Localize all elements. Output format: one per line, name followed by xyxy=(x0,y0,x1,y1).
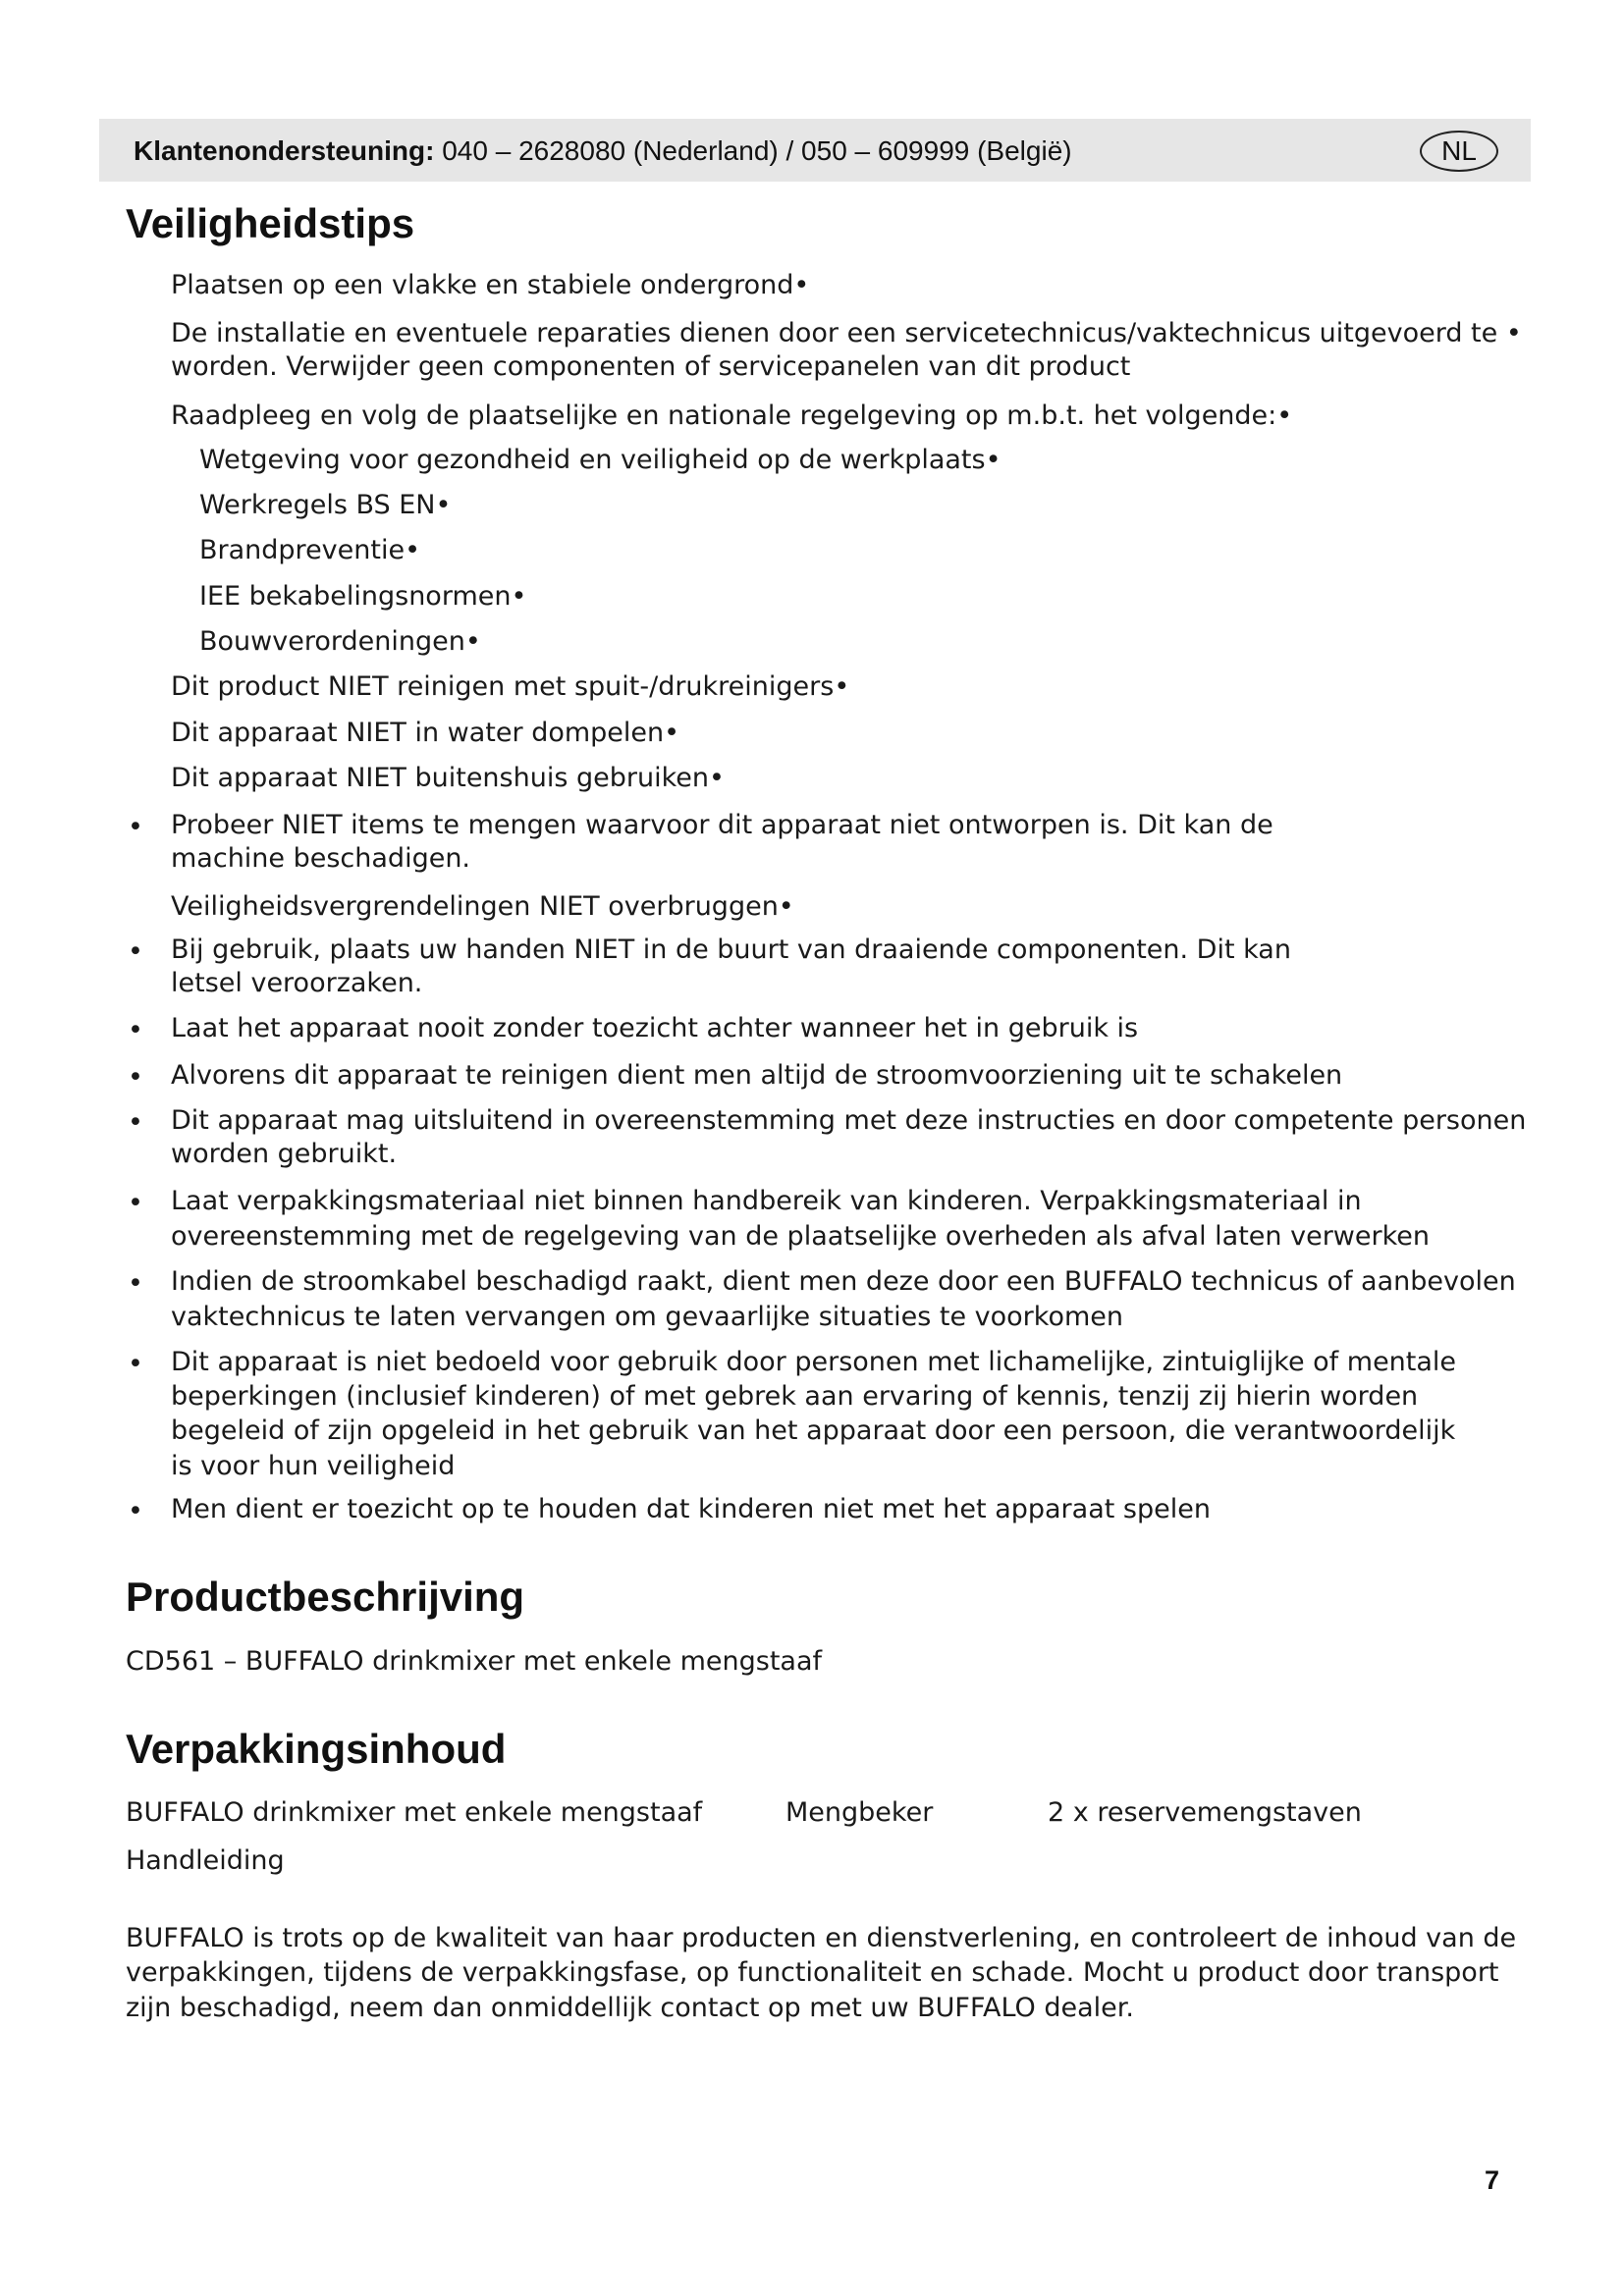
safety-line: Dit product NIET reinigen met spuit-/drukreinigers• xyxy=(171,671,850,702)
package-item: Handleiding xyxy=(126,1845,285,1876)
bullet-dot: • xyxy=(128,812,143,842)
safety-bullet-line: worden gebruikt. xyxy=(171,1139,398,1169)
safety-bullet-line: Alvorens dit apparaat te reinigen dient men altijd de stroomvoorziening uit te schakelen xyxy=(171,1060,1343,1091)
safety-bullet-line: Dit apparaat is niet bedoeld voor gebruik door personen met lichamelijke, zintuiglijke of mentale xyxy=(171,1347,1457,1377)
bullet-dot: • xyxy=(128,1015,143,1045)
safety-bullet-line: Dit apparaat mag uitsluitend in overeenstemming met deze instructies en door competente personen xyxy=(171,1105,1527,1136)
customer-support-phones: 040 – 2628080 (Nederland) / 050 – 609999 (België) xyxy=(434,135,1072,166)
customer-support-label: Klantenondersteuning: xyxy=(134,135,435,166)
safety-bullet-line: letsel veroorzaken. xyxy=(171,968,423,998)
safety-subline: Bouwverordeningen• xyxy=(199,626,481,657)
product-title: Productbeschrijving xyxy=(126,1574,525,1620)
safety-bullet-line: Probeer NIET items te mengen waarvoor dit apparaat niet ontworpen is. Dit kan de xyxy=(171,810,1273,840)
safety-bullet-line: beperkingen (inclusief kinderen) of met gebrek aan ervaring of kennis, tenzij zij hierin worden xyxy=(171,1381,1419,1412)
safety-bullet-line: vaktechnicus te laten vervangen om gevaarlijke situaties te voorkomen xyxy=(171,1302,1123,1332)
safety-line: Raadpleeg en volg de plaatselijke en nationale regelgeving op m.b.t. het volgende:• xyxy=(171,400,1293,431)
safety-subline: Werkregels BS EN• xyxy=(199,490,452,520)
safety-subline: Brandpreventie• xyxy=(199,535,421,565)
safety-bullet-line: begeleid of zijn opgeleid in het gebruik van het apparaat door een persoon, die verantwoordelijk xyxy=(171,1415,1456,1446)
bullet-dot: • xyxy=(128,1496,143,1526)
package-title: Verpakkingsinhoud xyxy=(126,1726,507,1772)
bullet-dot: • xyxy=(128,1349,143,1379)
quality-paragraph-line: verpakkingen, tijdens de verpakkingsfase, op functionaliteit en schade. Mocht u product door transport xyxy=(126,1957,1499,1988)
safety-bullet-line: machine beschadigen. xyxy=(171,843,471,874)
page-number: 7 xyxy=(1485,2165,1500,2195)
safety-line: Plaatsen op een vlakke en stabiele ondergrond• xyxy=(171,270,810,300)
safety-line: De installatie en eventuele reparaties dienen door een servicetechnicus/vaktechnicus uitgevoerd te • xyxy=(171,318,1522,348)
safety-bullet-line: Bij gebruik, plaats uw handen NIET in de buurt van draaiende componenten. Dit kan xyxy=(171,934,1291,965)
language-badge: NL xyxy=(1420,131,1498,172)
safety-subline: IEE bekabelingsnormen• xyxy=(199,581,527,612)
safety-title: Veiligheidstips xyxy=(126,200,415,246)
safety-line: worden. Verwijder geen componenten of servicepanelen van dit product xyxy=(171,351,1131,382)
safety-bullet-line: Men dient er toezicht op te houden dat kinderen niet met het apparaat spelen xyxy=(171,1494,1211,1524)
safety-line: Veiligheidsvergrendelingen NIET overbruggen• xyxy=(171,891,794,922)
safety-bullet-line: Laat het apparaat nooit zonder toezicht achter wanneer het in gebruik is xyxy=(171,1013,1139,1043)
bullet-dot: • xyxy=(128,1188,143,1218)
bullet-dot: • xyxy=(128,1062,143,1093)
customer-support-line xyxy=(134,135,1072,167)
safety-bullet-line: Indien de stroomkabel beschadigd raakt, dient men deze door een BUFFALO technicus of aanbevolen xyxy=(171,1266,1516,1297)
quality-paragraph-line: zijn beschadigd, neem dan onmiddellijk contact op met uw BUFFALO dealer. xyxy=(126,1993,1135,2023)
safety-bullet-line: overeenstemming met de regelgeving van de plaatselijke overheden als afval laten verwerken xyxy=(171,1221,1430,1252)
bullet-dot: • xyxy=(128,1107,143,1138)
quality-paragraph-line: BUFFALO is trots op de kwaliteit van haar producten en dienstverlening, en controleert de inhoud van de xyxy=(126,1923,1517,1953)
safety-bullet-line: is voor hun veiligheid xyxy=(171,1451,456,1481)
bullet-dot: • xyxy=(128,1268,143,1299)
package-item: Mengbeker xyxy=(785,1797,934,1828)
package-item: 2 x reservemengstaven xyxy=(1048,1797,1362,1828)
safety-subline: Wetgeving voor gezondheid en veiligheid op de werkplaats• xyxy=(199,445,1001,475)
product-description: CD561 – BUFFALO drinkmixer met enkele mengstaaf xyxy=(126,1646,823,1677)
safety-line: Dit apparaat NIET in water dompelen• xyxy=(171,718,680,748)
safety-bullet-line: Laat verpakkingsmateriaal niet binnen handbereik van kinderen. Verpakkingsmateriaal in xyxy=(171,1186,1362,1216)
safety-line: Dit apparaat NIET buitenshuis gebruiken• xyxy=(171,763,725,793)
bullet-dot: • xyxy=(128,936,143,967)
package-item: BUFFALO drinkmixer met enkele mengstaaf xyxy=(126,1797,703,1828)
